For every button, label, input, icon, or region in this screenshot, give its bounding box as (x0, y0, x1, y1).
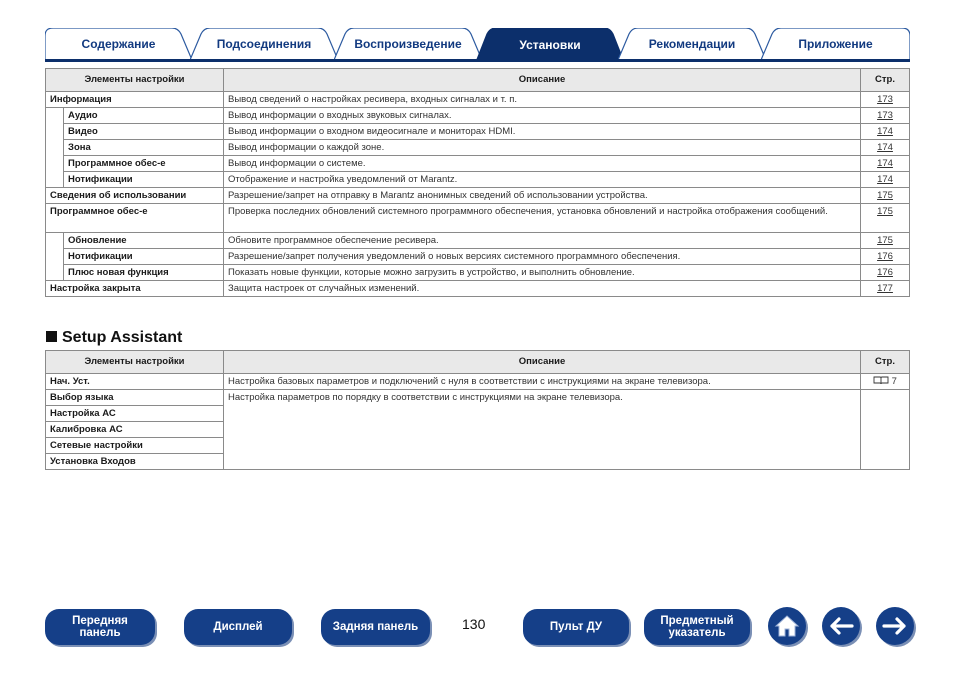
tab-label: Содержание (81, 37, 156, 51)
row-description: Отображение и настройка уведомлений от Marantz. (224, 172, 861, 188)
header-page: Стр. (861, 351, 910, 374)
header-item: Элементы настройки (46, 351, 224, 374)
button-label (72, 615, 128, 639)
front-panel-button[interactable] (45, 609, 155, 645)
row-item: Зона (64, 140, 224, 156)
tab-appendix[interactable] (761, 28, 910, 60)
indent-spacer (46, 108, 64, 188)
page-link[interactable]: 174 (877, 174, 893, 185)
row-item: Видео (64, 124, 224, 140)
header-item: Элементы настройки (46, 69, 224, 92)
row-item: Программное обес-е (64, 156, 224, 172)
button-label-line1: Передняя (72, 615, 128, 627)
tab-connections[interactable] (190, 28, 338, 60)
row-item: Установка Входов (46, 454, 224, 470)
button-label-line2: указатель (668, 627, 726, 639)
row-description: Проверка последних обновлений системного программного обеспечения, установка обновлений и настройка отображения сообщений. (224, 204, 861, 233)
page-link[interactable]: 175 (877, 190, 893, 201)
row-page (861, 374, 910, 390)
indent-spacer (46, 233, 64, 281)
index-button[interactable] (644, 609, 750, 645)
row-page (861, 188, 910, 204)
table-row (46, 108, 910, 124)
page-link[interactable]: 173 (877, 94, 893, 105)
table-header-row (46, 351, 910, 374)
row-item: Выбор языка (46, 390, 224, 406)
button-label (660, 615, 733, 639)
button-label: Задняя панель (332, 621, 419, 633)
arrow-left-icon (828, 616, 854, 636)
table-row (46, 140, 910, 156)
table-row (46, 374, 910, 390)
row-description: Разрешение/запрет получения уведомлений о новых версиях системного программного обеспечения. (224, 249, 861, 265)
page-link[interactable]: 7 (891, 376, 897, 387)
row-page (861, 390, 910, 470)
page-link[interactable]: 174 (877, 126, 893, 137)
row-page (861, 233, 910, 249)
tab-contents[interactable] (45, 28, 192, 60)
row-description: Настройка базовых параметров и подключений с нуля в соответствии с инструкциями на экране телевизора. (224, 374, 861, 390)
rear-panel-button[interactable] (321, 609, 430, 645)
tab-bar (45, 28, 910, 62)
row-item: Нотификации (64, 172, 224, 188)
table-row (46, 124, 910, 140)
home-icon (774, 614, 800, 638)
page-link[interactable]: 177 (877, 283, 893, 294)
tab-label: Приложение (798, 37, 873, 51)
row-item: Плюс новая функция (64, 265, 224, 281)
row-description: Защита настроек от случайных изменений. (224, 281, 861, 297)
row-page (861, 124, 910, 140)
back-button[interactable] (822, 607, 860, 645)
row-description: Вывод информации о входном видеосигнале и мониторах HDMI. (224, 124, 861, 140)
square-bullet-icon (46, 331, 57, 342)
row-item: Сетевые настройки (46, 438, 224, 454)
table-row (46, 281, 910, 297)
table-row (46, 249, 910, 265)
tab-label: Установки (519, 38, 581, 52)
row-description: Настройка параметров по порядку в соответствии с инструкциями на экране телевизора. (224, 390, 861, 470)
row-item: Информация (46, 92, 224, 108)
row-description: Обновите программное обеспечение ресивера. (224, 233, 861, 249)
table-header-row (46, 69, 910, 92)
table-row (46, 188, 910, 204)
row-page (861, 140, 910, 156)
page-number: 130 (462, 616, 486, 632)
tab-playback[interactable] (334, 28, 482, 60)
row-item: Калибровка АС (46, 422, 224, 438)
page-link[interactable]: 174 (877, 142, 893, 153)
table-row (46, 92, 910, 108)
forward-button[interactable] (876, 607, 914, 645)
page-link[interactable]: 176 (877, 251, 893, 262)
row-description: Показать новые функции, которые можно загрузить в устройство, и выполнить обновление. (224, 265, 861, 281)
table-row (46, 204, 910, 233)
row-page (861, 249, 910, 265)
settings-table (45, 68, 910, 297)
table-row (46, 233, 910, 249)
page-link[interactable]: 174 (877, 158, 893, 169)
setup-assistant-table (45, 350, 910, 470)
book-icon (873, 376, 889, 385)
table-row (46, 172, 910, 188)
tab-tips[interactable] (618, 28, 766, 60)
tab-label: Рекомендации (648, 37, 736, 51)
home-button[interactable] (768, 607, 806, 645)
row-item: Аудио (64, 108, 224, 124)
tab-underline (45, 59, 910, 62)
row-page (861, 204, 910, 233)
row-page (861, 92, 910, 108)
table-row (46, 390, 910, 406)
row-page (861, 281, 910, 297)
row-item: Нач. Уст. (46, 374, 224, 390)
row-description: Вывод информации о системе. (224, 156, 861, 172)
row-item: Нотификации (64, 249, 224, 265)
row-description: Вывод информации о входных звуковых сигналах. (224, 108, 861, 124)
page-link[interactable]: 176 (877, 267, 893, 278)
display-button[interactable] (184, 609, 292, 645)
row-description: Разрешение/запрет на отправку в Marantz анонимных сведений об использовании устройства. (224, 188, 861, 204)
tab-settings[interactable] (476, 28, 624, 60)
row-description: Вывод сведений о настройках ресивера, входных сигналах и т. п. (224, 92, 861, 108)
header-description: Описание (224, 351, 861, 374)
button-label: Пульт ДУ (549, 621, 603, 633)
row-item: Программное обес-е (46, 204, 224, 233)
section-heading (46, 329, 182, 347)
row-item: Настройка АС (46, 406, 224, 422)
row-page (861, 172, 910, 188)
table-row (46, 265, 910, 281)
row-description: Вывод информации о каждой зоне. (224, 140, 861, 156)
page-link[interactable]: 173 (877, 110, 893, 121)
row-item: Сведения об использовании (46, 188, 224, 204)
button-label: Дисплей (213, 621, 263, 633)
row-page (861, 156, 910, 172)
header-description: Описание (224, 69, 861, 92)
remote-control-button[interactable] (523, 609, 629, 645)
page-link[interactable]: 175 (877, 206, 893, 217)
row-item: Обновление (64, 233, 224, 249)
arrow-right-icon (882, 616, 908, 636)
tab-label: Воспроизведение (354, 37, 462, 51)
row-page (861, 265, 910, 281)
button-label-line1: Предметный (660, 615, 734, 627)
tab-label: Подсоединения (216, 37, 312, 51)
row-item: Настройка закрыта (46, 281, 224, 297)
table-row (46, 156, 910, 172)
row-page (861, 108, 910, 124)
button-label-line2: панель (79, 627, 121, 639)
section-heading-text: Setup Assistant (62, 329, 183, 346)
page-link[interactable]: 175 (877, 235, 893, 246)
header-page: Стр. (861, 69, 910, 92)
